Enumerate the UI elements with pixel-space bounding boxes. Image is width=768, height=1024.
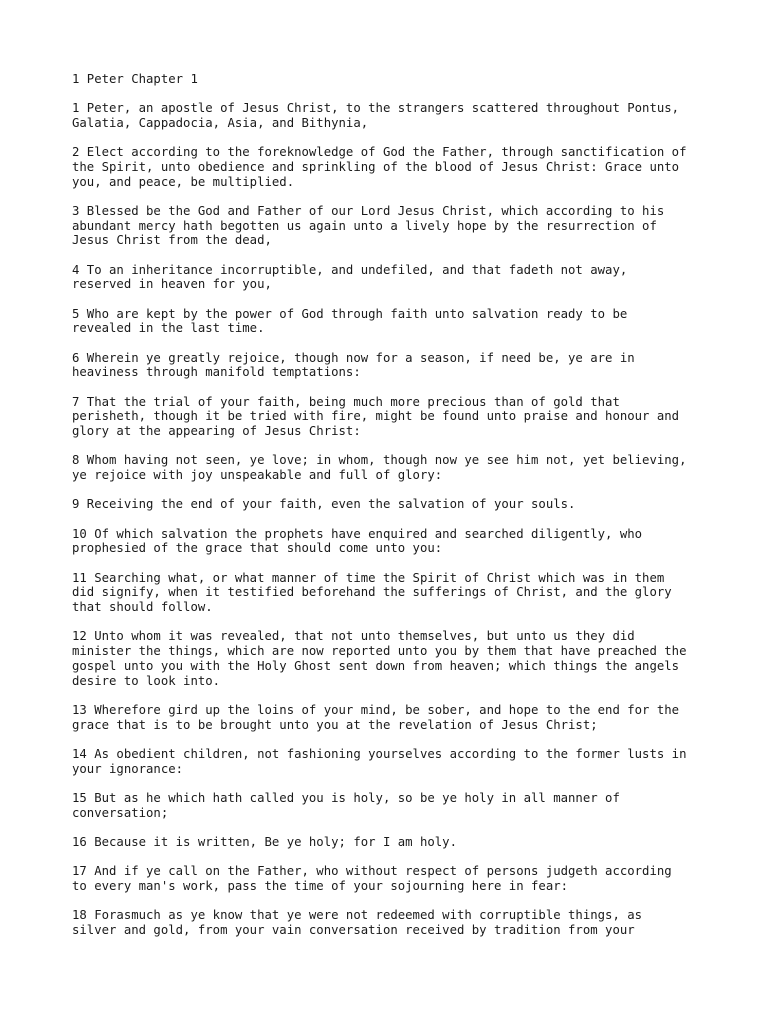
verse-paragraph — [72, 395, 728, 439]
verse-line: the Spirit, unto obedience and sprinkling of the blood of Jesus Christ: Grace unto — [72, 160, 680, 174]
verse-line: 15 But as he which hath called you is holy, so be ye holy in all manner of — [72, 790, 620, 805]
verse-paragraph — [72, 101, 728, 130]
verse-paragraph — [72, 145, 728, 189]
verse-line: revealed in the last time. — [72, 321, 265, 336]
verse-line: grace that is to be brought unto you at the revelation of Jesus Christ; — [72, 717, 598, 732]
verse-paragraph — [72, 351, 728, 380]
verse-paragraph — [72, 453, 728, 482]
verse-line: to every man's work, pass the time of your sojourning here in fear: — [72, 878, 569, 893]
verse-line: 6 Wherein ye greatly rejoice, though now for a season, if need be, ye are in — [72, 350, 635, 365]
verse-paragraph — [72, 204, 728, 248]
verse-line: reserved in heaven for you, — [72, 277, 272, 292]
verse-line: 1 Peter, an apostle of Jesus Christ, to the strangers scattered throughout Pontus, — [72, 101, 680, 116]
verse-line: your ignorance: — [72, 761, 184, 776]
verse-line: 11 Searching what, or what manner of time the Spirit of Christ which was in them — [72, 570, 665, 585]
verse-line: gospel unto you with the Holy Ghost sent down from heaven; which things the angels — [72, 658, 680, 673]
verse-line: heaviness through manifold temptations: — [72, 365, 361, 380]
verse-line: 13 Wherefore gird up the loins of your mind, be sober, and hope to the end for the — [72, 702, 680, 717]
verse-line: glory at the appearing of Jesus Christ: — [72, 424, 361, 439]
chapter-title: 1 Peter Chapter 1 — [72, 72, 198, 86]
verse-line: 16 Because it is written, Be ye holy; for I am holy. — [72, 834, 457, 849]
verse-line: ye rejoice with joy unspeakable and full of glory: — [72, 468, 443, 483]
verse-line: desire to look into. — [72, 673, 221, 688]
verse-paragraph — [72, 527, 728, 556]
verse-line: silver and gold, from your vain conversation received by tradition from your — [72, 922, 635, 937]
verse-line: minister the things, which are now reported unto you by them that have preached the — [72, 644, 687, 659]
verse-line: 2 Elect according to the foreknowledge of God the Father, through sanctification of — [72, 145, 687, 160]
verse-line: 7 That the trial of your faith, being much more precious than of gold that — [72, 394, 620, 409]
verse-paragraph — [72, 497, 728, 512]
verse-line: you, and peace, be multiplied. — [72, 174, 295, 189]
verse-line: did signify, when it testified beforehand the sufferings of Christ, and the glory — [72, 585, 672, 600]
verse-line: prophesied of the grace that should come unto you: — [72, 541, 443, 556]
verse-line: 3 Blessed be the God and Father of our Lord Jesus Christ, which according to his — [72, 204, 665, 218]
verse-paragraph — [72, 703, 728, 732]
verse-paragraph — [72, 571, 728, 615]
verse-paragraph — [72, 263, 728, 292]
verse-line: 10 Of which salvation the prophets have enquired and searched diligently, who — [72, 526, 643, 541]
verse-paragraph — [72, 864, 728, 893]
verse-line: Galatia, Cappadocia, Asia, and Bithynia, — [72, 116, 369, 130]
verse-line: abundant mercy hath begotten us again unto a lively hope by the resurrection of — [72, 218, 657, 233]
verse-paragraph — [72, 835, 728, 850]
verse-paragraph — [72, 791, 728, 820]
verse-line: perisheth, though it be tried with fire, might be found unto praise and honour and — [72, 409, 680, 424]
verse-line: 18 Forasmuch as ye know that ye were not redeemed with corruptible things, as — [72, 908, 643, 923]
verse-list — [72, 101, 728, 937]
verse-paragraph — [72, 908, 728, 937]
verse-line: Jesus Christ from the dead, — [72, 233, 272, 248]
verse-line: 5 Who are kept by the power of God through faith unto salvation ready to be — [72, 306, 628, 321]
verse-line: 4 To an inheritance incorruptible, and undefiled, and that fadeth not away, — [72, 262, 628, 277]
verse-paragraph — [72, 307, 728, 336]
verse-line: 9 Receiving the end of your faith, even the salvation of your souls. — [72, 497, 576, 512]
verse-line: conversation; — [72, 805, 169, 820]
verse-line: 8 Whom having not seen, ye love; in whom, though now ye see him not, yet believing, — [72, 453, 687, 468]
verse-line: 17 And if ye call on the Father, who without respect of persons judgeth according — [72, 864, 672, 879]
verse-paragraph — [72, 747, 728, 776]
verse-line: 14 As obedient children, not fashioning yourselves according to the former lusts in — [72, 746, 687, 761]
verse-line: 12 Unto whom it was revealed, that not unto themselves, but unto us they did — [72, 629, 635, 644]
verse-line: that should follow. — [72, 600, 213, 615]
verse-paragraph — [72, 629, 728, 688]
